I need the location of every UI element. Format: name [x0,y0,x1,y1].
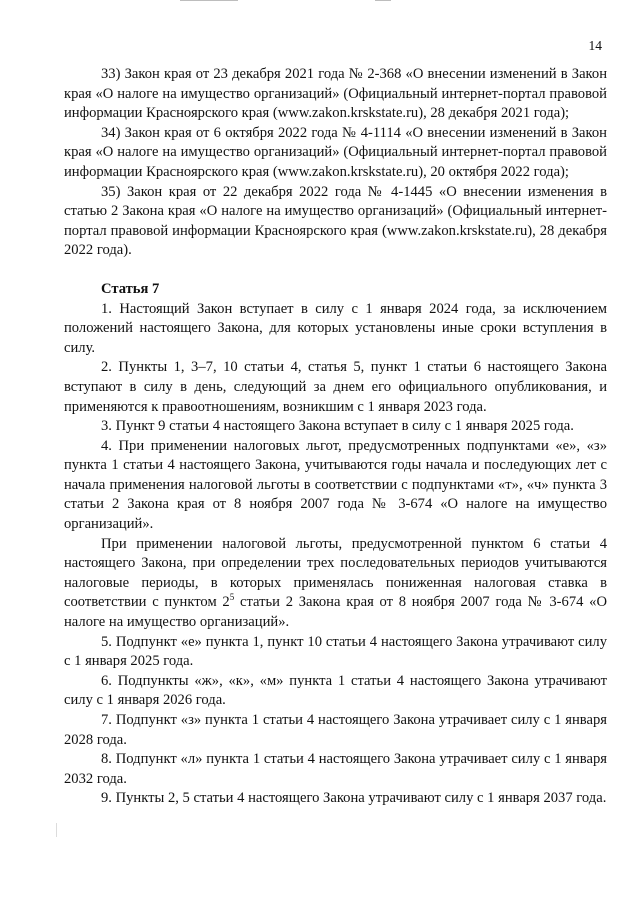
superscript: 5 [229,592,235,603]
article-paragraph: 5. Подпункт «е» пункта 1, пункт 10 статьи 4 настоящего Закона утрачивают силу с 1 января 2025 года. [64,633,607,670]
article-paragraph: 4. При применении налоговых льгот, предусмотренных подпунктами «е», «з» пункта 1 статьи 4 настоящего Закона, учитываются годы начала и последующих лет с начала применения налоговой льготы в соответствии с подпунктами «т», «ч» пункта 3 статьи 2 Закона края от 8 ноября 2007 года № 3-674 «О налоге на имущество организаций». [64,437,607,533]
article-paragraph: 2. Пункты 1, 3–7, 10 статьи 4, статья 5, пункт 1 статьи 6 настоящего Закона вступают в силу в день, следующий за днем его официального опубликования, и применяются к правоотношениям, возникшим с 1 января 2023 года. [64,359,607,415]
paragraph-text: статьи 2 Закона края от 8 ноября 2007 года № 3-674 «О налоге на имущество организаций». [64,594,607,631]
document-body [64,65,607,809]
article-paragraph: 3. Пункт 9 статьи 4 настоящего Закона вступает в силу с 1 января 2025 года. [101,418,574,435]
paragraph-text: При применении налоговой льготы, предусмотренной пунктом 6 статьи 4 настоящего Закона, при определении трех последовательных периодов учитываются налоговые периоды, в которых применялась пониженная налоговая ставка в соответствии с пунктом 2 [64,535,607,611]
article-paragraph [64,535,607,633]
page-number: 14 [588,38,602,53]
scan-mark [375,0,391,1]
amendment-item: 33) Закон края от 23 декабря 2021 года № 2-368 «О внесении изменений в Закон края «О налоге на имущество организаций» (Официальный интернет-портал правовой информации Красноярского края (www.zakon.krskstate.ru), 28 декабря 2021 года); [64,66,607,122]
article-heading: Статья 7 [101,280,160,297]
article-paragraph: 7. Подпункт «з» пункта 1 статьи 4 настоящего Закона утрачивает силу с 1 января 2028 года. [64,712,607,748]
amendment-item: 34) Закон края от 6 октября 2022 года № 4-1114 «О внесении изменений в Закон края «О налоге на имущество организаций» (Официальный интернет-портал правовой информации Красноярского края (www.zakon.krskstate.ru), 20 октября 2022 года); [64,124,607,180]
scan-mark [180,0,238,1]
article-paragraph: 9. Пункты 2, 5 статьи 4 настоящего Закона утрачивают силу с 1 января 2037 года. [101,790,607,807]
article-paragraph: 1. Настоящий Закон вступает в силу с 1 января 2024 года, за исключением положений настоящего Закона, для которых установлены иные сроки вступления в силу. [64,300,607,356]
scan-mark [56,823,57,837]
article-paragraph: 8. Подпункт «л» пункта 1 статьи 4 настоящего Закона утрачивает силу с 1 января 2032 года. [64,751,607,787]
amendment-item: 35) Закон края от 22 декабря 2022 года № 4-1445 «О внесении изменения в статью 2 Закона края «О налоге на имущество организаций» (Официальный интернет-портал правовой информации Красноярского края (www.zakon.krskstate.ru), 28 декабря 2022 года). [64,183,607,259]
article-paragraph: 6. Подпункты «ж», «к», «м» пункта 1 статьи 4 настоящего Закона утрачивают силу с 1 января 2026 года. [64,672,607,709]
